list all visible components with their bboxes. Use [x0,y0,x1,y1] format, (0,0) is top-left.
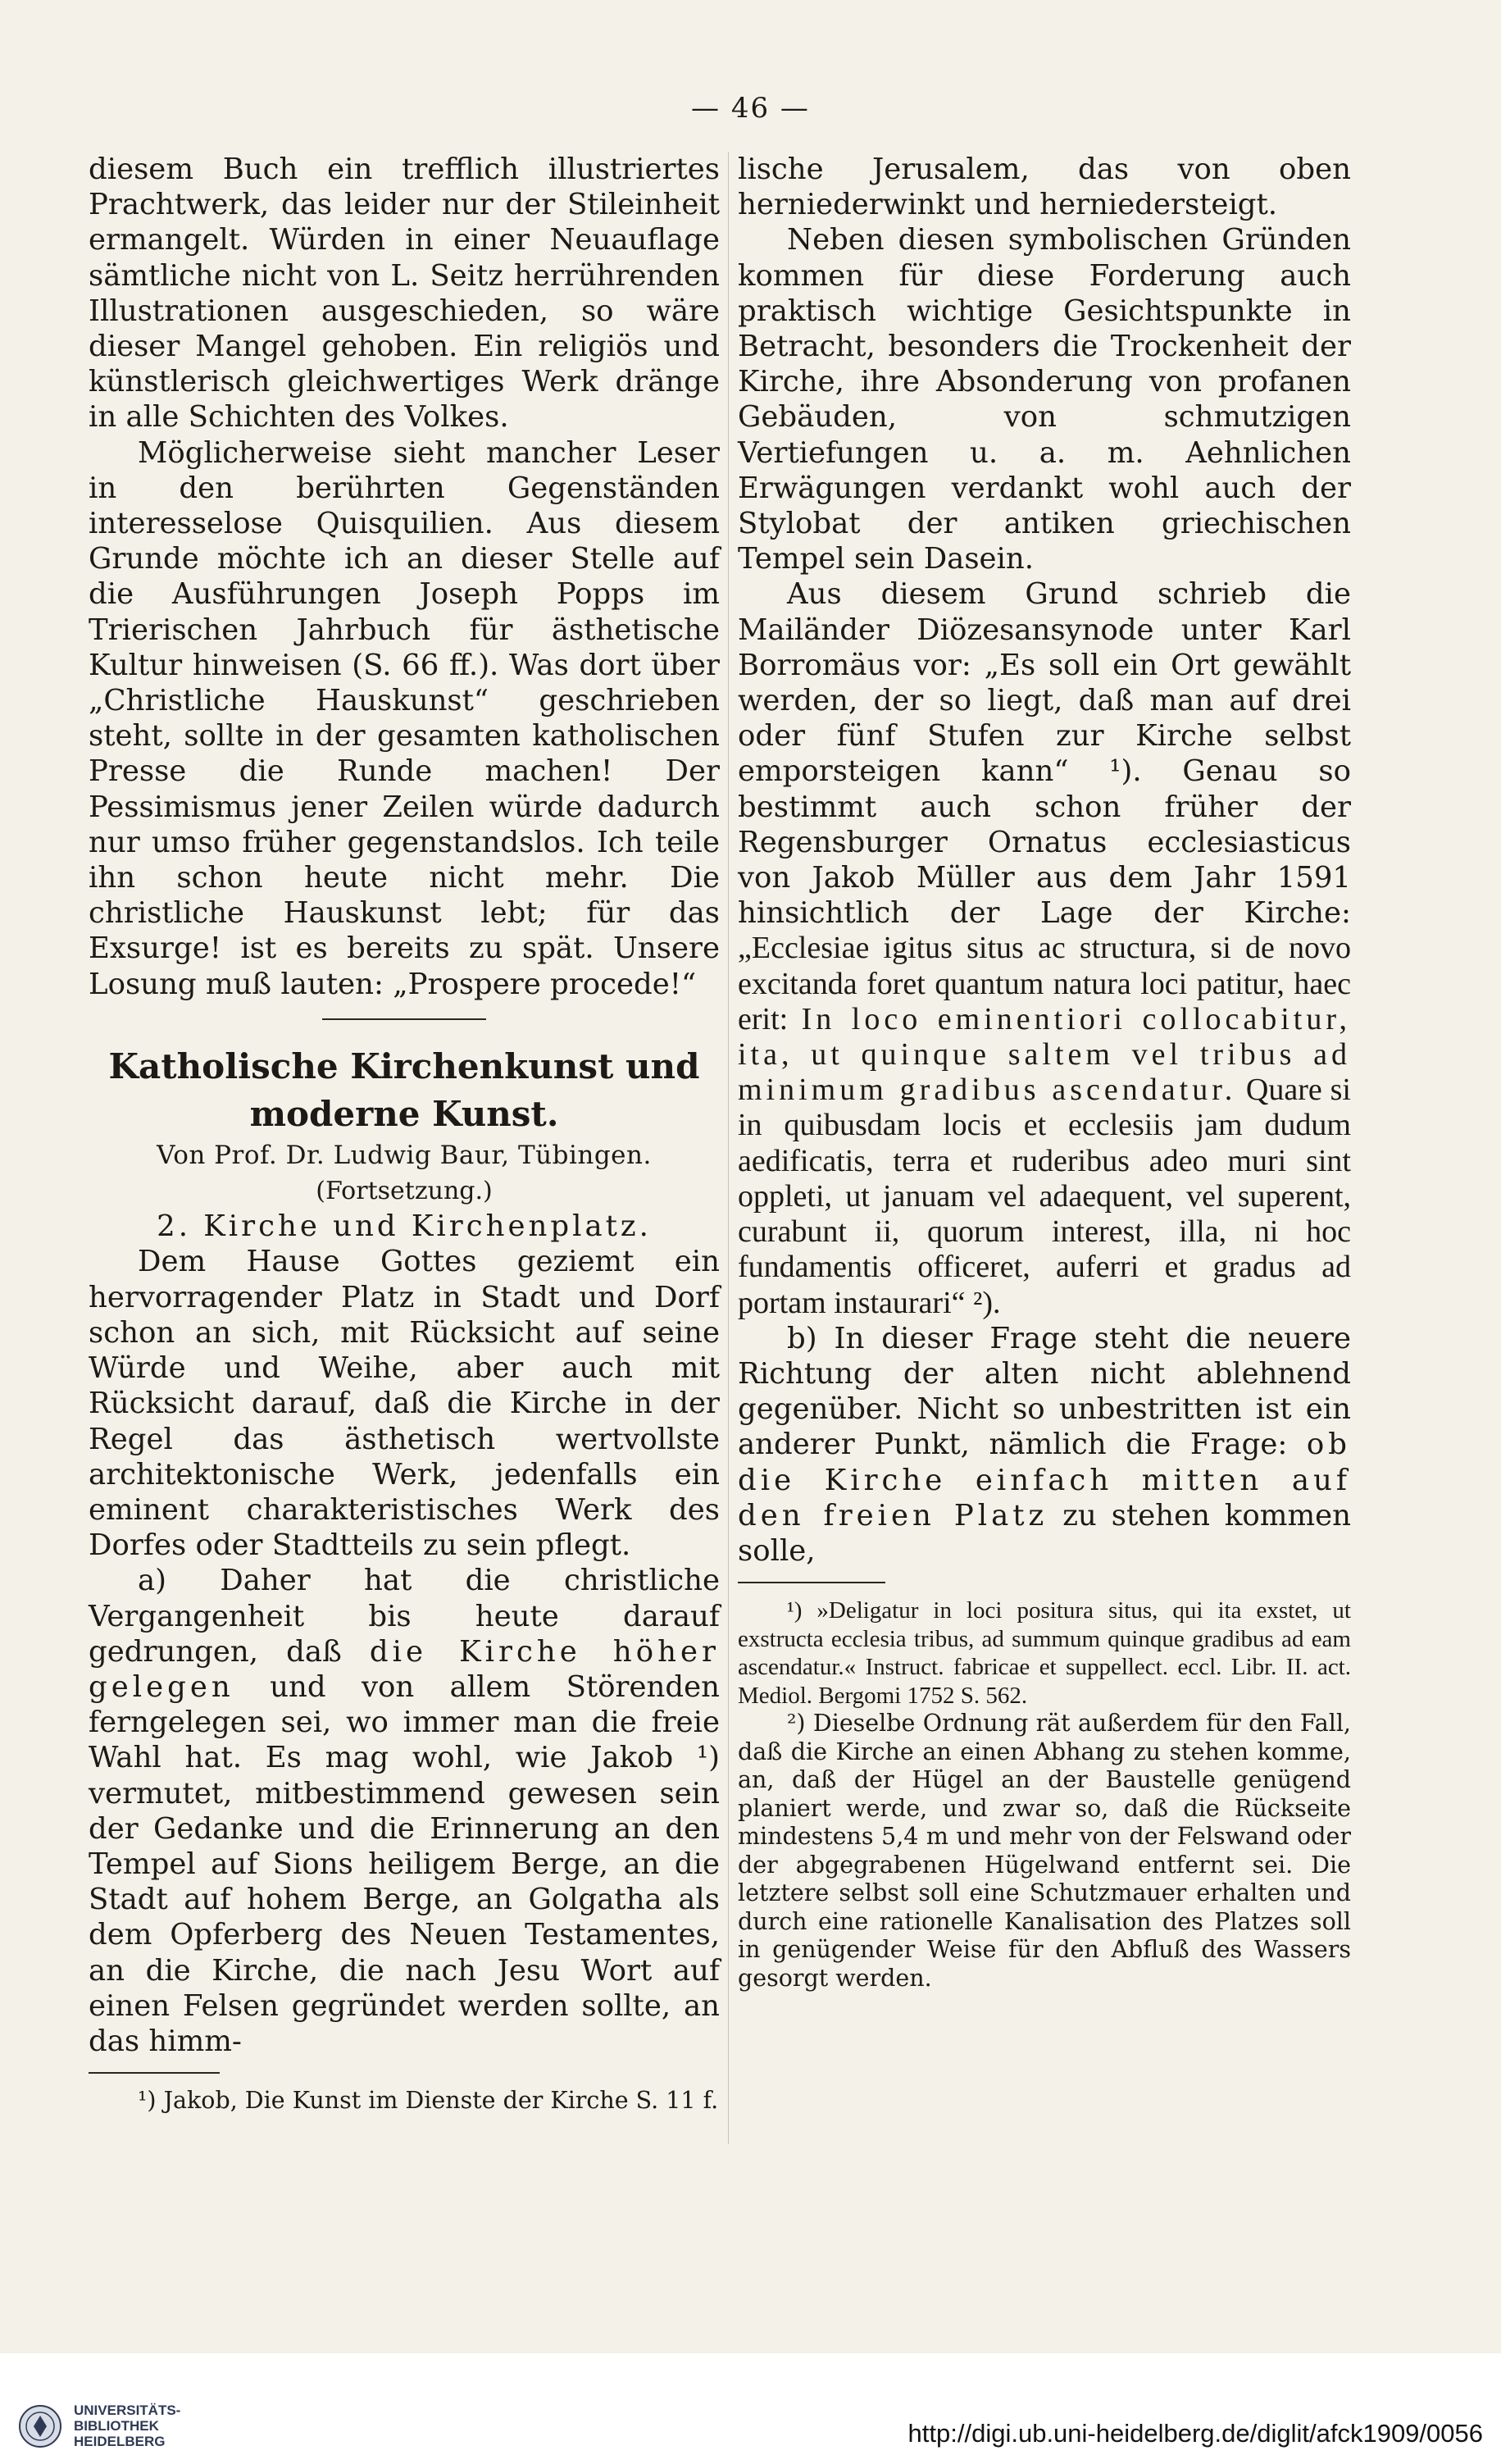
paragraph-point-a [89,1563,720,2059]
point-a-prefix: a) Daher hat die christliche Vergangenheit bis heute darauf gedrungen, daß [89,1564,720,1669]
latin-quote-end: Quare si in quibusdam locis et ecclesiis jam dudum aedificatis, terra et ruderibus adeo muri sint oppleti, ut januam vel adaequent, vel superent, curabunt ii, quorum interest, illa, ni hoc fundamentis officeret, auferri et gradus ad portam instaurari“ ²). [738,1073,1351,1320]
library-logo [18,2403,180,2449]
paragraph-point-b [738,1321,1351,1569]
article-byline: Von Prof. Dr. Ludwig Baur, Tübingen. [157,1140,652,1170]
footnote-rule-left [89,2072,220,2074]
article-title-line-1: Katholische Kirchenkunst und [108,1045,700,1086]
point-b-emphasis: ob die Kirche einfach mitten auf den freien Platz [738,1428,1351,1533]
section-heading: 2. Kirche und Kirchenplatz. [157,1209,652,1244]
latin-quote-start: „Ecclesiae igitus situs ac structura, si de novo excitanda foret quantum natura loci patitur, haec erit: [738,931,1351,1036]
column-gutter [728,152,729,2144]
point-b-rest: zu stehen kommen solle, [738,1498,1351,1568]
footnote-left-1: ¹) Jakob, Die Kunst im Dienste der Kirche S. 11 f. [138,2087,719,2115]
paragraph-jerusalem: lische Jerusalem, das von oben herniederwinkt und herniedersteigt. [738,153,1351,222]
footnote-right-2: ²) Dieselbe Ordnung rät außerdem für den Fall, daß die Kirche an einen Abhang zu stehen komme, an, daß der Hügel an der Baustelle genügend planiert werde, und zwar so, daß die Rückseite mindestens 5,4 m und mehr von der Felswand oder der abgegrabenen Hügelwand entfernt sei. Die letztere selbst soll eine Schutzmauer erhalten und durch eine rationelle Kanalisation des Platzes soll in genügender Weise für den Abfluß des Wassers gesorgt werden. [738,1710,1351,1992]
footer-bar [0,2353,1501,2464]
paragraph-milan-synod [738,576,1351,1320]
library-name-line-3: HEIDELBERG [74,2434,166,2449]
milan-synod-german: Aus diesem Grund schrieb die Mailänder Diözesansynode unter Karl Borromäus vor: „Es soll ein Ort gewählt werden, der so liegt, daß man auf drei oder fünf Stufen zur Kirche selbst emporsteigen kann“ ¹). Genau so bestimmt auch schon früher der Regensburger Ornatus ecclesiasticus von Jakob Müller aus dem Jahr 1591 hinsichtlich der Lage der Kirche: [738,577,1351,931]
footnote-right-1: ¹) »Deligatur in loci positura situs, qui ita exstet, ut exstructa ecclesia tribus, ad summum quinque gradibus ad eam ascendatur.« Instruct. fabricae et suppellect. eccl. Libr. II. act. Mediol. Bergomi 1752 S. 562. [738,1597,1351,1709]
article-title-line-2: moderne Kunst. [249,1093,559,1134]
library-name-line-1: UNIVERSITÄTS- [74,2403,181,2418]
paragraph-book-review: diesem Buch ein trefflich illustriertes Prachtwerk, das leider nur der Stileinheit ermangelt. Würden in einer Neuauflage sämtliche nicht von L. Seitz herrührenden Illustrationen ausgeschieden, so wäre dieser Mangel gehoben. Ein religiös und künstlerisch gleichwertiges Werk dränge in alle Schichten des Volkes. [89,153,720,435]
page-number: — 46 — [691,92,810,125]
right-column [738,152,1351,1993]
library-name [74,2403,180,2449]
source-url-link[interactable]: http://digi.ub.uni-heidelberg.de/diglit/afck1909/0056 [907,2419,1483,2448]
point-a-rest: und von allem Störenden ferngelegen sei, wo immer man die freie Wahl hat. Es mag wohl, wie Jakob ¹) vermutet, mitbestimmend gewesen sein der Gedanke und die Erinnerung an den Tempel auf Sions heiligem Berge, an die Stadt auf hohem Berge, an Golgatha als dem Opferberg des Neuen Testamentes, an die Kirche, die nach Jesu Wort auf einen Felsen gegründet werden sollte, an das himm- [89,1669,720,2058]
latin-quote-emphasis: In loco eminentiori collocabitur, ita, ut quinque saltem vel tribus ad minimum gradibus ascendatur. [738,1001,1351,1108]
section-divider [322,1018,486,1020]
point-b-prefix: b) In dieser Frage steht die neuere Richtung der alten nicht ablehnend gegenüber. Nicht so unbestritten ist ein anderer Punkt, nämlich die Frage: [738,1321,1351,1462]
left-column [89,152,720,2116]
footnote-rule-right [738,1582,885,1583]
paragraph-church-place: Dem Hause Gottes geziemt ein hervorragender Platz in Stadt und Dorf schon an sich, mit Rücksicht auf seine Würde und Weihe, aber auch mit Rücksicht darauf, daß die Kirche in der Regel das ästhetisch wertvollste architektonische Werk, jedenfalls ein eminent charakteristisches Werk des Dorfes oder Stadtteils zu sein pflegt. [89,1245,720,1563]
paragraph-practical-reasons: Neben diesen symbolischen Gründen kommen für diese Forderung auch praktisch wichtige Gesichtspunkte in Betracht, besonders die Trockenheit der Kirche, ihre Absonderung von profanen Gebäuden, von schmutzigen Vertiefungen u. a. m. Aehnlichen Erwägungen verdankt wohl auch der Stylobat der antiken griechischen Tempel sein Dasein. [738,223,1351,576]
paragraph-popp-reference: Möglicherweise sieht mancher Leser in den berührten Gegenständen interesselose Quisquilien. Aus diesem Grunde möchte ich an dieser Stelle auf die Ausführungen Joseph Popps im Trierischen Jahrbuch für ästhetische Kultur hinweisen (S. 66 ff.). Was dort über „Christliche Hauskunst“ geschrieben steht, sollte in der gesamten katholischen Presse die Runde machen! Der Pessimismus jener Zeilen würde dadurch nur umso früher gegenstandslos. Ich teile ihn schon heute nicht mehr. Die christliche Hauskunst lebt; für das Exsurge! ist es bereits zu spät. Unsere Losung muß lauten: „Prospere procede!“ [89,435,720,1001]
library-name-line-2: BIBLIOTHEK [74,2418,159,2434]
continued-note: (Fortsetzung.) [316,1177,493,1206]
point-a-emphasis: die Kirche höher gelegen [89,1634,720,1704]
university-seal-icon [18,2404,62,2448]
